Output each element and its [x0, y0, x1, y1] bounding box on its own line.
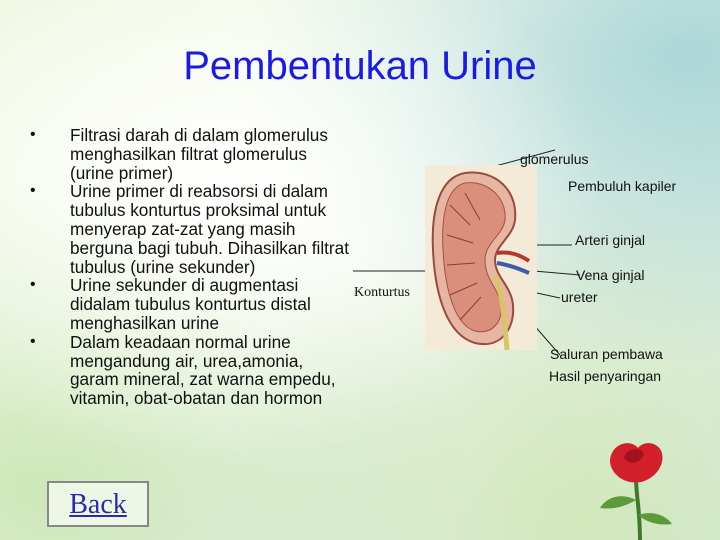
- bullet-item: • Dalam keadaan normal urine mengandung air, urea,amonia, garam mineral, zat warna empedu, vitamin, obat-obatan dan hormon: [30, 333, 355, 408]
- kidney-illustration: [425, 165, 537, 350]
- rose-decoration-icon: [540, 440, 720, 540]
- label-konturtus: Konturtus: [354, 285, 410, 300]
- bullet-item: • Urine sekunder di augmentasi didalam tubulus konturtus distal menghasilkan urine: [30, 276, 355, 332]
- label-glomerulus: glomerulus: [520, 151, 589, 167]
- label-hasil-penyaringan: Hasil penyaringan: [549, 368, 662, 384]
- label-pembuluh-kapiler: Pembuluh kapiler: [568, 178, 677, 194]
- slide-title: Pembentukan Urine: [183, 44, 537, 88]
- label-saluran-pembawa: Saluran pembawa: [550, 346, 663, 362]
- label-vena-ginjal: Vena ginjal: [576, 267, 645, 283]
- back-button[interactable]: Back: [47, 481, 149, 527]
- kidney-icon: [425, 165, 537, 350]
- label-arteri-ginjal: Arteri ginjal: [575, 232, 646, 248]
- bullet-item: • Filtrasi darah di dalam glomerulus menghasilkan filtrat glomerulus (urine primer): [30, 126, 355, 182]
- bullet-item: • Urine primer di reabsorsi di dalam tubulus konturtus proksimal untuk menyerap zat-zat yang masih berguna bagi tubuh. Dihasilkan filtrat tubulus (urine sekunder): [30, 182, 355, 276]
- label-ureter: ureter: [561, 289, 598, 305]
